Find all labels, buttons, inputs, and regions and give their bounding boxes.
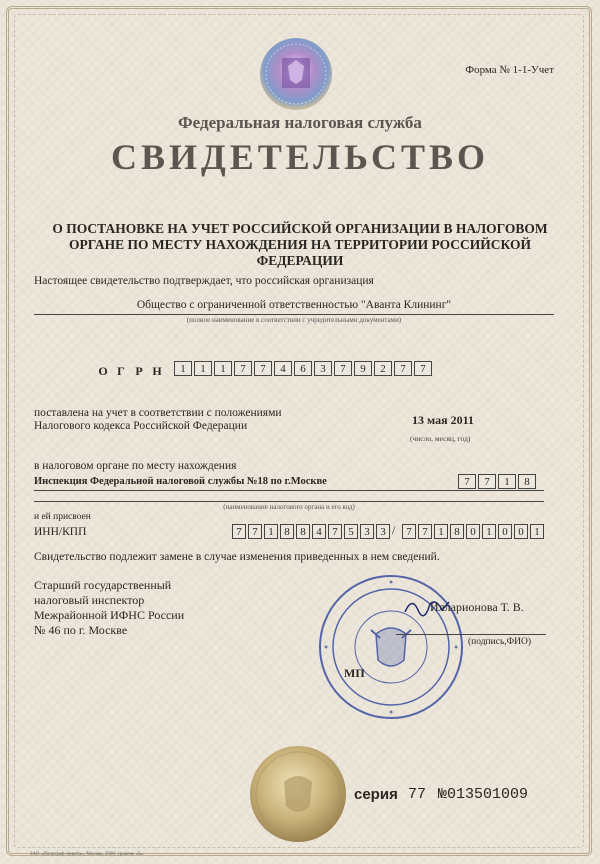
kpp-digit: 0	[466, 524, 480, 539]
inn-digit: 1	[264, 524, 278, 539]
series-value: 77	[408, 786, 427, 803]
assigned-label: и ей присвоен	[34, 512, 91, 522]
ogrn-digit: 1	[174, 361, 192, 376]
print-note: ЗАО «Полиграф-защита», Москва, 2008, уровень «Б»	[30, 852, 144, 857]
kpp-digit: 7	[402, 524, 416, 539]
series-label: серия	[354, 786, 398, 803]
ogrn-digit: 4	[274, 361, 292, 376]
series-number: №013501009	[438, 786, 529, 803]
kpp-digit: 0	[514, 524, 528, 539]
code-digit: 7	[478, 474, 496, 489]
inn-digit: 5	[344, 524, 358, 539]
kpp-digit: 8	[450, 524, 464, 539]
inn-kpp-label: ИНН/КПП	[34, 526, 87, 538]
kpp-digit: 7	[418, 524, 432, 539]
kpp-digit: 1	[434, 524, 448, 539]
inn-kpp-separator: /	[392, 523, 396, 537]
form-number: Форма № 1-1-Учет	[465, 64, 554, 76]
inn-digit: 3	[376, 524, 390, 539]
code-digit: 1	[498, 474, 516, 489]
ogrn-digit: 7	[234, 361, 252, 376]
ogrn-digit: 2	[374, 361, 392, 376]
kpp-digit: 0	[498, 524, 512, 539]
inn-digit: 4	[312, 524, 326, 539]
tax-office-caption: (наименование налогового органа и его код)	[223, 503, 355, 511]
replacement-note: Свидетельство подлежит замене в случае изменения приведенных в нем сведений.	[34, 551, 440, 563]
kpp-digit: 1	[482, 524, 496, 539]
ogrn-digit: 6	[294, 361, 312, 376]
code-digit: 7	[458, 474, 476, 489]
inn-digit: 7	[328, 524, 342, 539]
service-name: Федеральная налоговая служба	[178, 113, 422, 132]
signature-caption: (подпись,ФИО)	[468, 637, 532, 647]
inn-digit: 8	[280, 524, 294, 539]
ogrn-digit: 9	[354, 361, 372, 376]
kpp-cells	[402, 524, 546, 539]
code-digit: 8	[518, 474, 536, 489]
hologram-emblem-icon	[258, 36, 334, 112]
kpp-digit: 1	[530, 524, 544, 539]
tax-office-code	[458, 474, 538, 489]
ogrn-digit: 7	[334, 361, 352, 376]
ogrn-digit: 7	[254, 361, 272, 376]
ogrn-label: О Г Р Н	[98, 364, 162, 378]
ogrn-digit: 7	[414, 361, 432, 376]
ogrn-digit: 7	[394, 361, 412, 376]
ogrn-digit: 1	[194, 361, 212, 376]
inn-digit: 7	[248, 524, 262, 539]
inn-cells	[232, 524, 392, 539]
tax-office-label: в налоговом органе по месту нахождения	[34, 460, 237, 472]
date-caption: (число, месяц, год)	[410, 434, 471, 443]
intro-text: Настоящее свидетельство подтверждает, что российская организация	[34, 275, 374, 287]
organization-name: Общество с ограниченной ответственностью "Аванта Клининг"	[136, 299, 452, 311]
registration-date: 13 мая 2011	[412, 413, 474, 427]
organization-caption: (полное наименование в соответствии с учредительными документами)	[186, 316, 402, 324]
certificate-title: СВИДЕТЕЛЬСТВО	[110, 137, 490, 177]
registration-basis: поставлена на учет в соответствии с положениями Налогового кодекса Российской Федерации	[34, 407, 282, 432]
ogrn-digit: 3	[314, 361, 332, 376]
ogrn-cells	[174, 361, 434, 376]
certificate-subtitle: О ПОСТАНОВКЕ НА УЧЕТ РОССИЙСКОЙ ОРГАНИЗАЦИИ В НАЛОГОВОМ ОРГАНЕ ПО МЕСТУ НАХОЖДЕНИЯ НА ТЕРРИТОРИИ РОССИЙСКОЙ ФЕДЕРАЦИИ	[52, 221, 548, 268]
inn-digit: 8	[296, 524, 310, 539]
inn-digit: 7	[232, 524, 246, 539]
signer-position: Старший государственный налоговый инспектор Межрайонной ИФНС России № 46 по г. Москве	[34, 578, 185, 637]
stamp-mark: МП	[344, 666, 365, 680]
tax-office-name: Инспекция Федеральной налоговой службы №18 по г.Москве	[34, 476, 327, 487]
signer-name: Илларионова Т. В.	[430, 600, 524, 614]
gold-seal-icon	[248, 742, 348, 846]
inn-digit: 3	[360, 524, 374, 539]
ogrn-digit: 1	[214, 361, 232, 376]
